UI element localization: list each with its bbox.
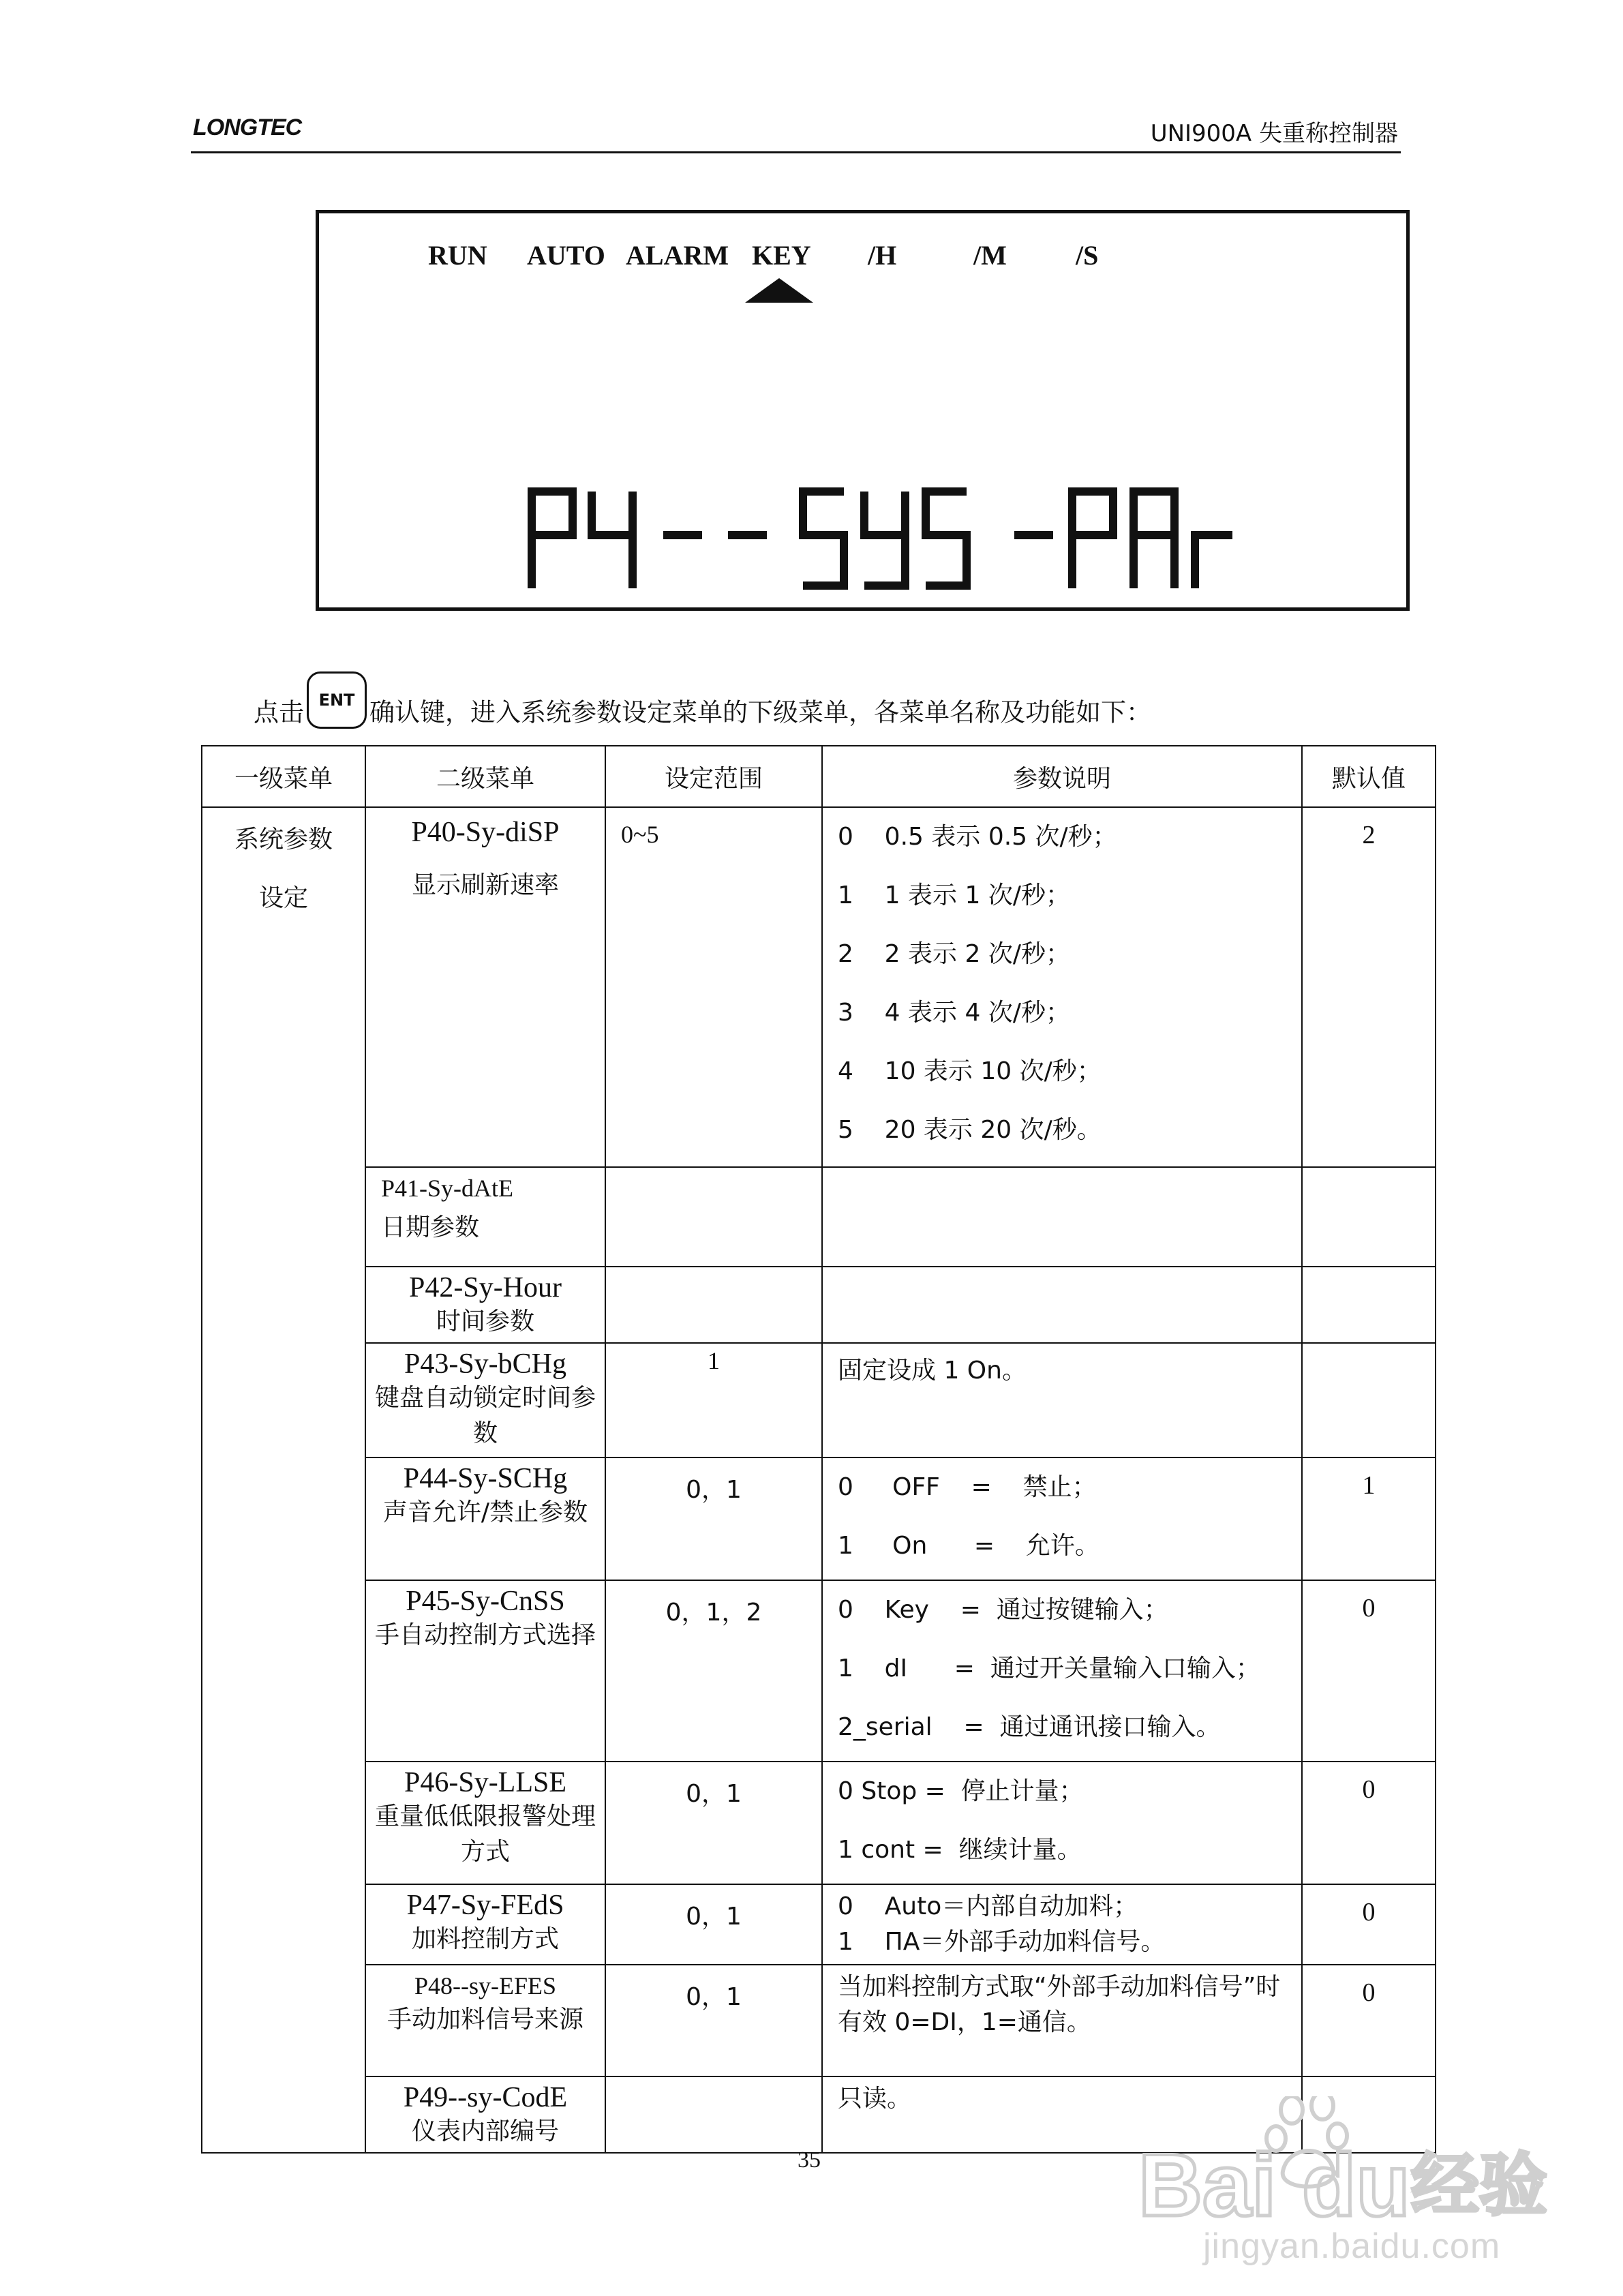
brand-logo-text: LONGTEC xyxy=(193,115,302,140)
default-cell: 1 xyxy=(1302,1457,1436,1580)
desc-cell xyxy=(822,1267,1302,1343)
param-name: 键盘自动锁定时间参数 xyxy=(374,1384,596,1447)
indicator-key: KEY xyxy=(752,240,811,271)
param-name: 重量低低限报警处理方式 xyxy=(374,1802,596,1866)
header-level1: 一级菜单 xyxy=(202,746,365,807)
range-cell: 0，1，2 xyxy=(605,1580,822,1762)
desc-line: 0 Auto＝内部自动加料； xyxy=(838,1892,1138,1920)
lcd-display xyxy=(316,210,1410,611)
param-code: P48--sy-EFES xyxy=(414,1972,557,1999)
range-cell: 0~5 xyxy=(605,807,822,1167)
table-row xyxy=(202,1965,1436,2076)
param-name: 手自动控制方式选择 xyxy=(374,1621,596,1649)
watermark-url: jingyan.baidu.com xyxy=(1203,2226,1501,2266)
intro-sentence xyxy=(254,685,1151,742)
desc-cell xyxy=(822,807,1302,1167)
submenu-cell xyxy=(365,1580,605,1762)
param-code: P47-Sy-FEdS xyxy=(406,1890,564,1921)
svg-text:du: du xyxy=(1302,2135,1410,2235)
range-cell: 0，1 xyxy=(605,1965,822,2076)
desc-line: 固定设成 1 On。 xyxy=(838,1357,1027,1385)
desc-cell xyxy=(822,1762,1302,1884)
range-cell: 0，1 xyxy=(605,1762,822,1884)
default-cell: 0 xyxy=(1302,1580,1436,1762)
intro-prefix: 点击 xyxy=(254,697,304,727)
header-range: 设定范围 xyxy=(605,746,822,807)
submenu-cell xyxy=(365,1343,605,1457)
table-row xyxy=(202,1343,1436,1457)
range-cell: 0，1 xyxy=(605,1457,822,1580)
desc-cell xyxy=(822,1167,1302,1267)
svg-text:Bai: Bai xyxy=(1138,2135,1277,2235)
desc-line: 0 Key = 通过按键输入； xyxy=(838,1596,1168,1624)
desc-line: 0 OFF = 禁止； xyxy=(838,1473,1097,1501)
submenu-cell xyxy=(365,1457,605,1580)
desc-line: 0 0.5 表示 0.5 次/秒； xyxy=(838,823,1117,851)
table-row xyxy=(202,1457,1436,1580)
desc-line: 2_serial = 通过通讯接口输入。 xyxy=(838,1713,1221,1741)
intro-suffix: 确认键，进入系统参数设定菜单的下级菜单，各菜单名称及功能如下： xyxy=(369,697,1151,727)
param-name: 显示刷新速率 xyxy=(411,871,559,899)
level1-line: 设定 xyxy=(258,884,308,912)
desc-line: 当加料控制方式取“外部手动加料信号”时有效 0=DI，1=通信。 xyxy=(838,1973,1281,2036)
indicator-second: /S xyxy=(1076,240,1099,271)
desc-line: 0 Stop = 停止计量； xyxy=(838,1777,1084,1805)
param-name: 声音允许/禁止参数 xyxy=(382,1498,588,1526)
default-cell xyxy=(1302,1167,1436,1267)
desc-line: 3 4 表示 4 次/秒； xyxy=(838,999,1070,1027)
desc-line: 1 On = 允许。 xyxy=(838,1532,1099,1560)
desc-line: 4 10 表示 10 次/秒； xyxy=(838,1057,1102,1085)
desc-cell xyxy=(822,1580,1302,1762)
param-code: P45-Sy-CnSS xyxy=(406,1586,565,1617)
default-cell: 2 xyxy=(1302,807,1436,1167)
param-code: P40-Sy-diSP xyxy=(411,817,560,848)
desc-line: 2 2 表示 2 次/秒； xyxy=(838,940,1070,968)
desc-line: 1 ΠA＝外部手动加料信号。 xyxy=(838,1928,1166,1956)
table-row xyxy=(202,1762,1436,1884)
header-default: 默认值 xyxy=(1302,746,1436,807)
indicator-minute: /M xyxy=(973,240,1007,271)
table-row xyxy=(202,1167,1436,1267)
submenu-cell xyxy=(365,1167,605,1267)
range-cell: 1 xyxy=(605,1343,822,1457)
header-divider xyxy=(191,151,1401,153)
table-row xyxy=(202,807,1436,1167)
indicator-run: RUN xyxy=(428,240,487,271)
desc-line: 只读。 xyxy=(838,2085,912,2113)
submenu-cell xyxy=(365,2076,605,2153)
submenu-cell xyxy=(365,1884,605,1965)
range-cell: 0，1 xyxy=(605,1884,822,1965)
range-cell xyxy=(605,1267,822,1343)
param-name: 时间参数 xyxy=(436,1308,534,1335)
table-row xyxy=(202,1267,1436,1343)
desc-cell xyxy=(822,1965,1302,2076)
ent-key-icon: ENT xyxy=(307,671,367,729)
param-code: P42-Sy-Hour xyxy=(408,1272,562,1303)
desc-line: 5 20 表示 20 次/秒。 xyxy=(838,1116,1102,1144)
header-level2: 二级菜单 xyxy=(365,746,605,807)
default-cell xyxy=(1302,1267,1436,1343)
level1-cell xyxy=(202,807,365,2153)
default-cell: 0 xyxy=(1302,1762,1436,1884)
table-header-row xyxy=(202,746,1436,807)
page-number: 35 xyxy=(798,2147,821,2173)
param-code: P41-Sy-dAtE xyxy=(381,1175,514,1202)
param-name: 日期参数 xyxy=(381,1213,480,1241)
default-cell: 0 xyxy=(1302,1965,1436,2076)
desc-cell xyxy=(822,1457,1302,1580)
desc-cell xyxy=(822,1884,1302,1965)
submenu-cell xyxy=(365,1267,605,1343)
desc-line: 1 1 表示 1 次/秒； xyxy=(838,881,1070,909)
param-name: 仪表内部编号 xyxy=(411,2117,559,2145)
default-cell: 0 xyxy=(1302,1884,1436,1965)
parameter-table xyxy=(201,745,1436,2154)
level1-line: 系统参数 xyxy=(234,826,333,854)
submenu-cell xyxy=(365,807,605,1167)
indicator-auto: AUTO xyxy=(527,240,605,271)
indicator-hour: /H xyxy=(868,240,897,271)
param-name: 手动加料信号来源 xyxy=(386,2006,583,2034)
param-code: P44-Sy-SCHg xyxy=(403,1463,568,1494)
desc-cell xyxy=(822,1343,1302,1457)
submenu-cell xyxy=(365,1762,605,1884)
param-code: P49--sy-CodE xyxy=(403,2082,568,2113)
table-row xyxy=(202,1884,1436,1965)
param-code: P46-Sy-LLSE xyxy=(404,1767,566,1798)
indicator-alarm: ALARM xyxy=(626,240,729,271)
param-code: P43-Sy-bCHg xyxy=(404,1348,567,1380)
header-description: 参数说明 xyxy=(822,746,1302,807)
active-indicator-arrow-icon xyxy=(745,278,813,303)
document-title: UNI900A 失重称控制器 xyxy=(1150,120,1398,147)
submenu-cell xyxy=(365,1965,605,2076)
default-cell xyxy=(1302,1343,1436,1457)
seven-segment-readout xyxy=(524,486,1314,592)
range-cell xyxy=(605,2076,822,2153)
desc-line: 1 cont = 继续计量。 xyxy=(838,1836,1082,1864)
range-cell xyxy=(605,1167,822,1267)
param-name: 加料控制方式 xyxy=(411,1925,559,1953)
table-row xyxy=(202,1580,1436,1762)
desc-line: 1 dI = 通过开关量输入口输入； xyxy=(838,1655,1260,1682)
svg-text:经验: 经验 xyxy=(1411,2145,1547,2225)
